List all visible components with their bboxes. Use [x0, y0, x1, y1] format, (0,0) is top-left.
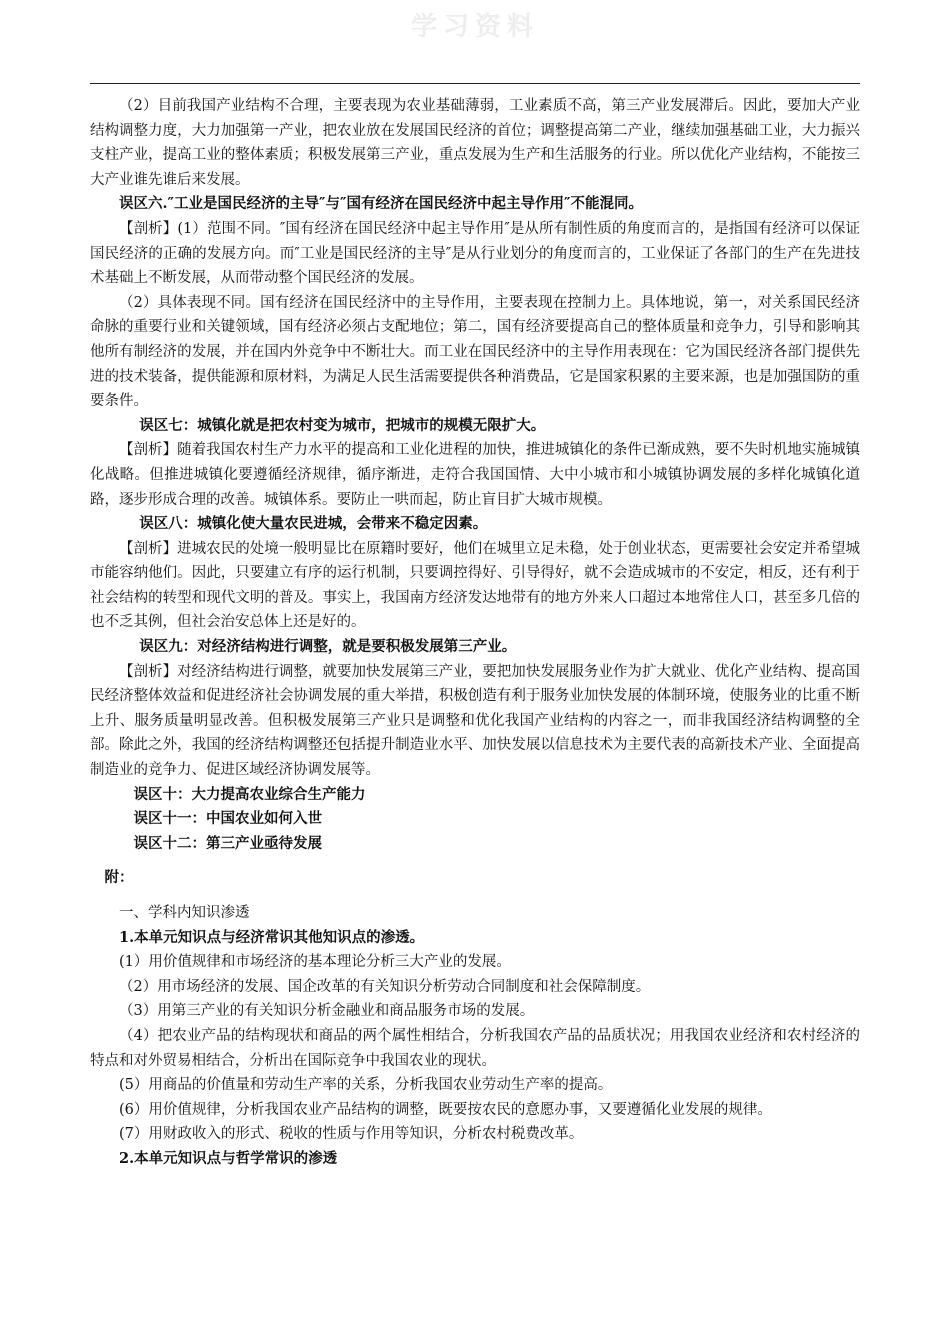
heading-misconception-8: 误区八：城镇化使大量农民进城，会带来不稳定因素。: [139, 515, 488, 533]
heading-misconception-6: 误区六.″工业是国民经济的主导″与″国有经济在国民经济中起主导作用″不能混同。: [119, 195, 643, 213]
subsection-heading-economics: 1.本单元知识点与经济常识其他知识点的渗透。: [119, 928, 425, 946]
heading-misconception-12: 误区十二：第三产业亟待发展: [133, 834, 322, 852]
header-rule: [90, 83, 860, 84]
list-item-4: （4）把农业产品的结构现状和商品的两个属性相结合，分析我国农产品的品质状况；用我国农业经济和农村经济的特点和对外贸易相结合，分析出在国际竞争中我国农业的现状。: [90, 1027, 860, 1069]
heading-misconception-7: 误区七：城镇化就是把农村变为城市，把城市的规模无限扩大。: [139, 416, 546, 434]
list-item-5: (5）用商品的价值量和劳动生产率的关系，分析我国农业劳动生产率的提高。: [119, 1077, 613, 1094]
paragraph-analysis-9: 【剖析】对经济结构进行调整，就要加快发展第三产业，要把加快发展服务业作为扩大就业、优化产业结构、提高国民经济整体效益和促进经济社会协调发展的重大举措，积极创造有利于服务业加快发展的体制环境，使服务业的比重不断上升、服务质量明显改善。但积极发展第三产业只是调整和优化我国产业结构的内容之一，而非我国经济结构调整的全部。除此之外，我国的经济结构调整还包括提升制造业水平、加快发展以信息技术为主要代表的高新技术产业、全面提高制造业的竞争力、促进区域经济协调发展等。: [90, 663, 860, 779]
heading-misconception-10: 误区十：大力提高农业综合生产能力: [133, 785, 366, 803]
paragraph-analysis-8: 【剖析】进城农民的处境一般明显比在原籍时要好，他们在城里立足未稳，处于创业状态，更需要社会安定并希望城市能容纳他们。因此，只要建立有序的运行机制，只要调控得好、引导得好，就不会造成城市的不安定，相反，还有利于社会结构的转型和现代文明的普及。事实上，我国南方经济发达地带有的地方外来人口超过本地常住人口，甚至多几倍的也不乏其例，但社会治安总体上还是好的。: [90, 540, 860, 631]
section-heading-knowledge: 一、学科内知识渗透: [119, 905, 250, 921]
watermark: 学习资料: [410, 12, 539, 42]
list-item-1: (1）用价值规律和市场经济的基本理论分析三大产业的发展。: [119, 954, 511, 971]
list-item-2: （2）用市场经济的发展、国企改革的有关知识分析劳动合同制度和社会保障制度。: [119, 978, 651, 995]
heading-misconception-11: 误区十一：中国农业如何入世: [133, 810, 322, 828]
list-item-7: (7）用财政收入的形式、税收的性质与作用等知识，分析农村税费改革。: [119, 1126, 584, 1143]
heading-misconception-9: 误区九：对经济结构进行调整，就是要积极发展第三产业。: [139, 638, 517, 656]
list-item-6: (6）用价值规律，分析我国农业产品结构的调整，既要按农民的意愿办事，又要遵循化业发展的规律。: [119, 1101, 772, 1118]
appendix-label: 附：: [104, 869, 134, 887]
paragraph-analysis-6-2: （2）具体表现不同。国有经济在国民经济中的主导作用，主要表现在控制力上。具体地说，第一，对关系国民经济命脉的重要行业和关键领域，国有经济必须占支配地位；第二，国有经济要提高自己的整体质量和竞争力，引导和影响其他所有制经济的发展，并在国内外竞争中不断壮大。而工业在国民经济中的主导作用表现在：它为国民经济各部门提供先进的技术装备，提供能源和原材料，为满足人民生活需要提供各种消费品，它是国家积累的主要来源，也是加强国防的重要条件。: [90, 294, 860, 410]
list-item-3: （3）用第三产业的有关知识分析金融业和商品服务市场的发展。: [119, 1003, 535, 1020]
document-body: [90, 94, 860, 1172]
paragraph-analysis-6-1: 【剖析】(1）范围不同。″国有经济在国民经济中起主导作用″是从所有制性质的角度而言的，是指国有经济可以保证国民经济的正确的发展方向。而″工业是国民经济的主导″是从行业划分的角度而言的，工业保证了各部门的生产在先进技术基础上不断发展，从而带动整个国民经济的发展。: [90, 220, 860, 287]
paragraph-analysis-7: 【剖析】随着我国农村生产力水平的提高和工业化进程的加快，推进城镇化的条件已渐成熟，要不失时机地实施城镇化战略。但推进城镇化要遵循经济规律，循序渐进，走符合我国国情、大中小城市和小城镇协调发展的多样化城镇化道路，逐步形成合理的改善。城镇体系。要防止一哄而起，防止盲目扩大城市规模。: [90, 442, 860, 508]
paragraph-industry-structure: （2）目前我国产业结构不合理，主要表现为农业基础薄弱，工业素质不高，第三产业发展滞后。因此，要加大产业结构调整力度，大力加强第一产业，把农业放在发展国民经济的首位；调整提高第二产业，继续加强基础工业，大力振兴支柱产业，提高工业的整体素质；积极发展第三产业，重点发展为生产和生活服务的行业。所以优化产业结构，不能按三大产业谁先谁后来发展。: [90, 98, 860, 188]
subsection-heading-philosophy: 2.本单元知识点与哲学常识的渗透: [119, 1149, 338, 1167]
